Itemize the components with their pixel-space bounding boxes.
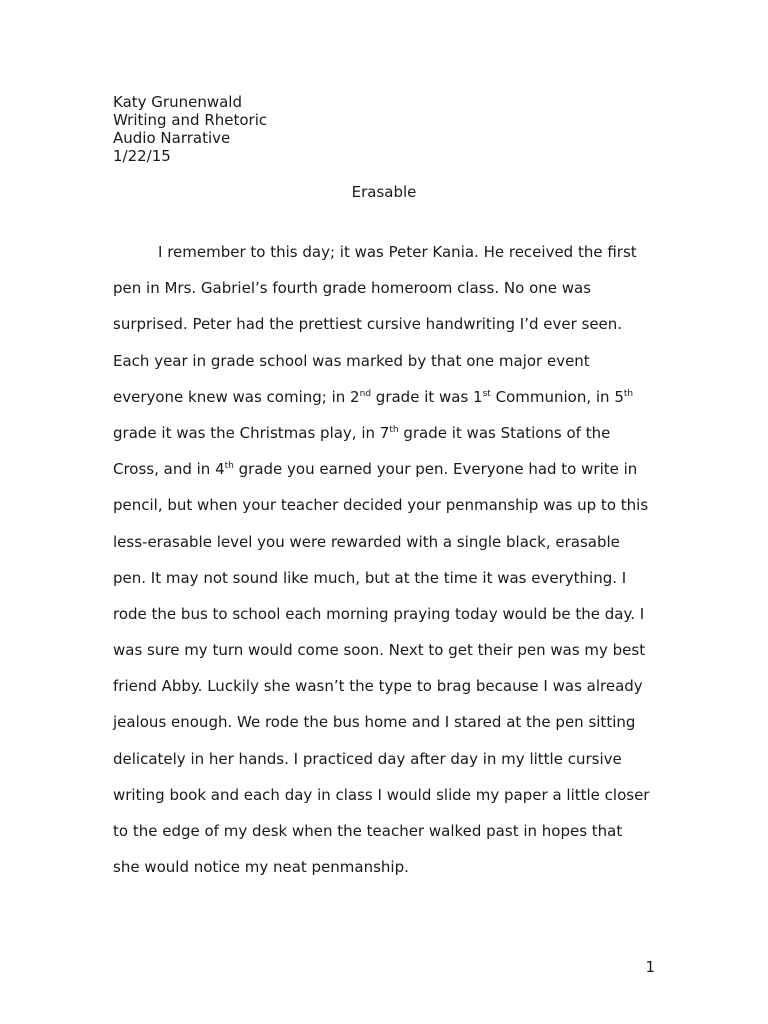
text-segment: Communion, in 5 <box>490 387 624 406</box>
ordinal-superscript: th <box>623 388 634 399</box>
text-segment: grade it was Stations of the <box>398 423 611 442</box>
text-segment: grade you earned your pen. Everyone had to write in <box>233 460 638 479</box>
body-line: was sure my turn would come soon. Next to get their pen was my best <box>113 641 646 660</box>
ordinal-superscript: nd <box>359 388 372 399</box>
body-line <box>113 451 658 487</box>
text-segment: everyone knew was coming; in 2 <box>113 387 360 406</box>
author-name: Katy Grunenwald <box>113 93 242 111</box>
page-number: 1 <box>645 958 655 976</box>
body-line: pencil, but when your teacher decided your penmanship was up to this <box>113 496 649 515</box>
text-segment: grade it was 1 <box>371 387 483 406</box>
ordinal-superscript: th <box>389 424 399 435</box>
course-name: Writing and Rhetoric <box>113 111 268 129</box>
text-segment: grade it was the Christmas play, in 7 <box>113 423 390 442</box>
body-line: I remember to this day; it was Peter Kania. He received the first <box>158 243 637 261</box>
ordinal-superscript: st <box>482 388 491 399</box>
text-segment: Cross, and in 4 <box>113 460 225 479</box>
body-line: less-erasable level you were rewarded with a single black, erasable <box>113 532 620 551</box>
body-line: surprised. Peter had the prettiest cursive handwriting I’d ever seen. <box>113 315 623 334</box>
body-line: Each year in grade school was marked by that one major event <box>113 351 590 370</box>
ordinal-superscript: th <box>224 461 234 472</box>
body-line: jealous enough. We rode the bus home and I stared at the pen sitting <box>113 713 636 732</box>
body-line: to the edge of my desk when the teacher walked past in hopes that <box>113 822 623 840</box>
body-line: pen. It may not sound like much, but at the time it was everything. I <box>113 568 627 587</box>
body-line: writing book and each day in class I would slide my paper a little closer <box>113 785 650 804</box>
body-line <box>113 379 658 415</box>
document-header <box>113 93 267 165</box>
document-date: 1/22/15 <box>113 147 171 165</box>
body-line <box>113 415 658 451</box>
body-line: pen in Mrs. Gabriel’s fourth grade homeroom class. No one was <box>113 279 592 298</box>
body-line: delicately in her hands. I practiced day after day in my little cursive <box>113 749 622 768</box>
body-line: she would notice my neat penmanship. <box>113 858 409 877</box>
body-line: friend Abby. Luckily she wasn’t the type to brag because I was already <box>113 677 643 696</box>
body-paragraph <box>113 234 658 885</box>
document-title: Erasable <box>351 183 417 201</box>
assignment-name: Audio Narrative <box>113 129 231 147</box>
body-line: rode the bus to school each morning praying today would be the day. I <box>113 604 645 623</box>
